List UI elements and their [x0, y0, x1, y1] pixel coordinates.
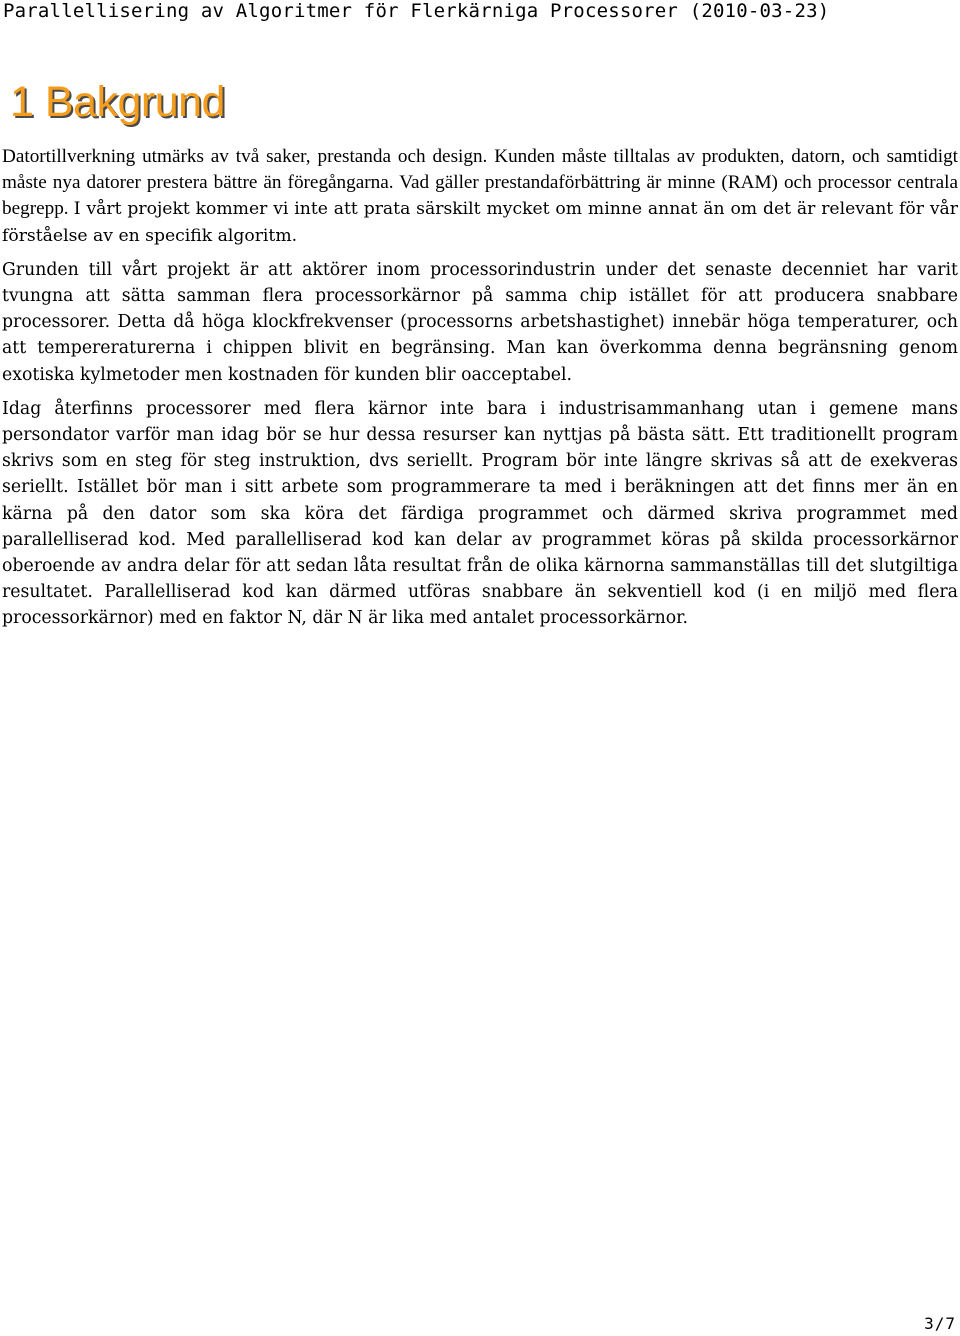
paragraph-intro	[2, 144, 958, 249]
paragraph-intro-tail: I vårt projekt kommer vi inte att prata särskilt mycket om minne annat än om det är relevant för vår förståelse av en specifik algoritm.	[2, 199, 958, 246]
paragraph-parallel-code: Idag återfinns processorer med flera kärnor inte bara i industrisammanhang utan i gemene mans persondator varför man idag bör se hur dessa resurser kan nyttjas på bästa sätt. Ett traditionellt program skrivs som en steg för steg instruktion, dvs seriellt. Program bör inte längre skrivas så att de exekveras seriellt. Istället bör man i sitt arbete som programmerare ta med i beräkningen att det finns mer än en kärna på den dator som ska köra det färdiga programmet och därmed skriva programmet med parallelliserad kod. Med parallelliserad kod kan delar av programmet köras på skilda processorkärnor oberoende av andra delar för att sedan låta resultat från de olika kärnorna sammanställas till det slutgiltiga resultatet. Parallelliserad kod kan därmed utföras snabbare än sekventiell kod (i en miljö med flera processorkärnor) med en faktor N, där N är lika med antalet processorkärnor.	[2, 398, 958, 629]
running-header: Parallellisering av Algoritmer för Flerkärniga Processorer (2010-03-23)	[3, 0, 830, 22]
document-body	[2, 144, 958, 640]
page-number: 3/7	[924, 1314, 956, 1333]
paragraph-intro-main: Datortillverkning utmärks av två saker, prestanda och design. Kunden måste tilltalas av produkten, datorn, och samtidigt måste nya datorer prestera bättre än föregångarna. Vad gäller prestandaförbättring är minne (RAM) och processor centrala begrepp.	[2, 146, 958, 220]
paragraph-background: Grunden till vårt projekt är att aktörer inom processorindustrin under det senaste decenniet har varit tvungna att sätta samman flera processorkärnor på samma chip istället för att producera snabbare processorer. Detta då höga klockfrekvenser (processorns arbetshastighet) innebär höga temperaturer, och att tempereraturerna i chippen blivit en begränsing. Man kan överkomma denna begränsning genom exotiska kylmetoder men kostnaden för kunden blir oacceptabel.	[2, 259, 958, 385]
section-title: 1 Bakgrund	[10, 78, 225, 126]
